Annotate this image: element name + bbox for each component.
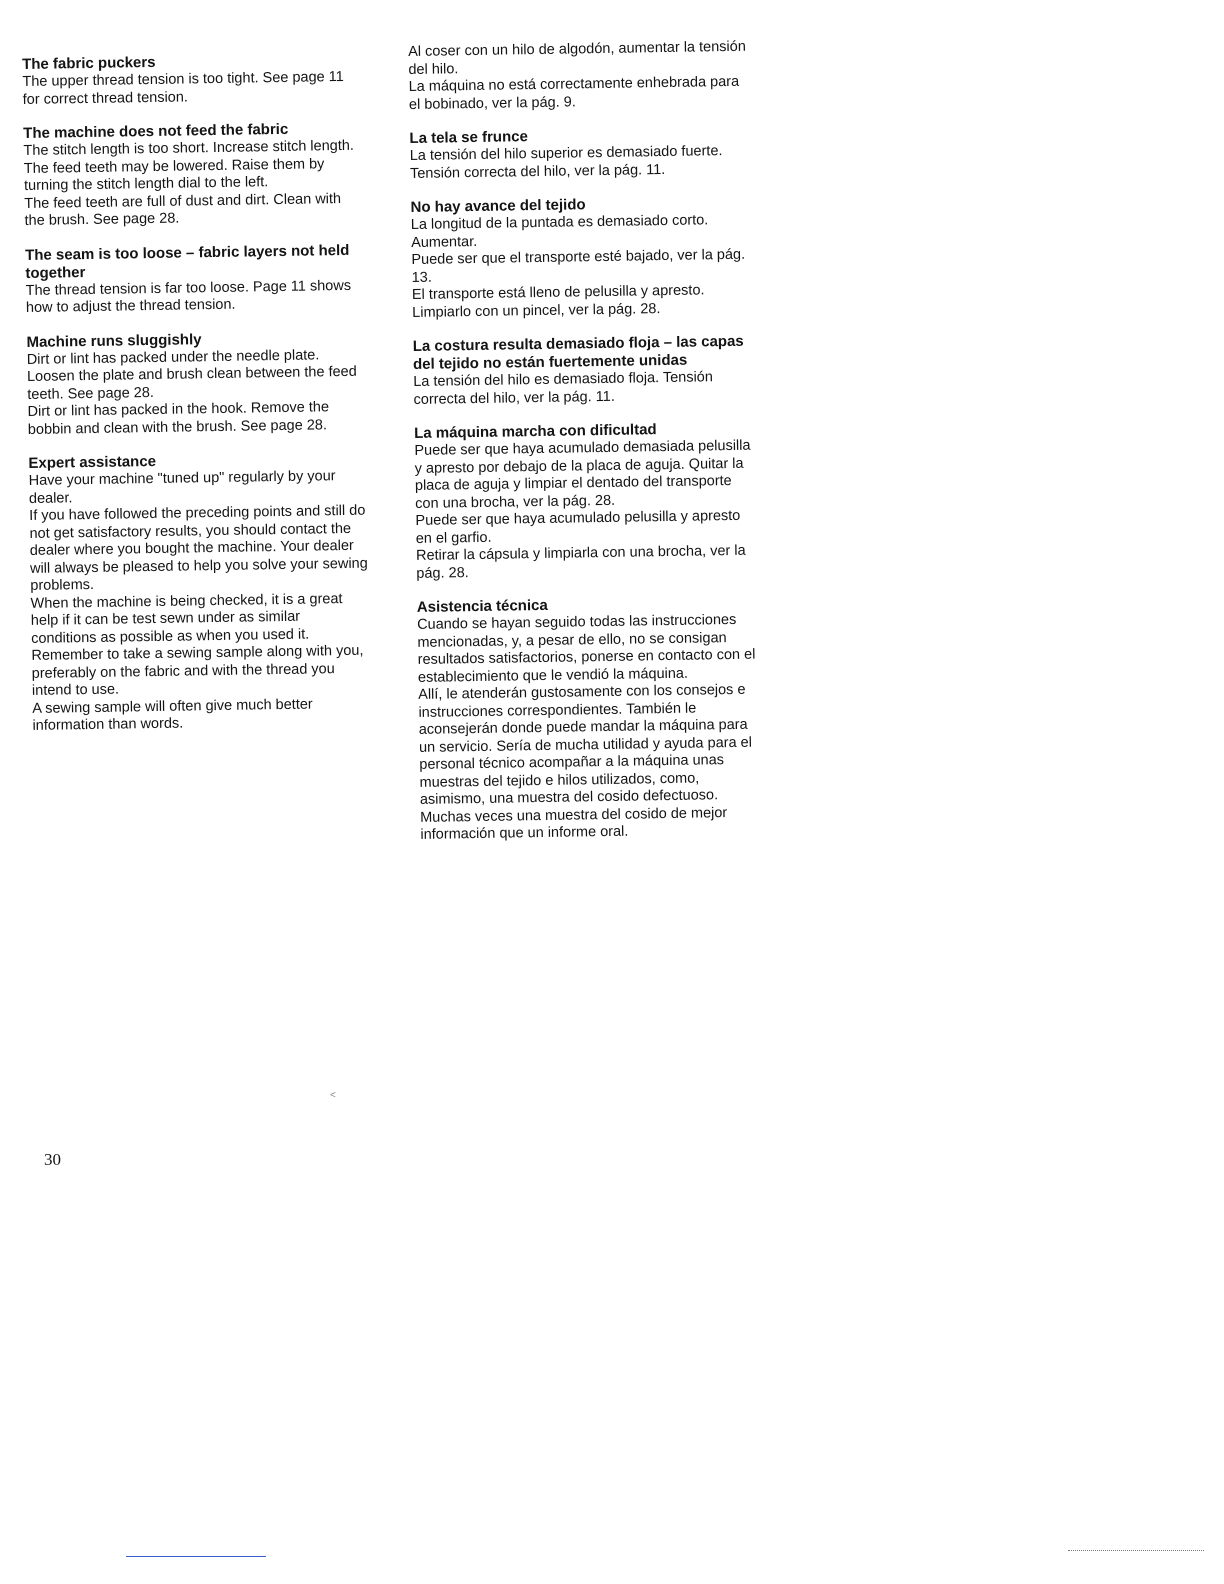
section-text: Have your machine "tuned up" regularly by your dealer. [28,468,336,507]
bottom-right-rule [1068,1550,1204,1551]
left-column [22,51,371,752]
section-text: Retirar la cápsula y limpiarla con una brocha, ver la pág. 28. [415,542,746,582]
section-title: No hay avance del tejido [410,196,586,216]
section-title: Machine runs sluggishly [26,330,202,351]
section-text: Limpiarlo con un pincel, ver la pág. 28. [412,300,661,321]
section-text: Muchas veces una muestra del cosido de mejor información que un informe oral. [420,804,728,843]
section-text: La máquina no está correctamente enhebrada para el bobinado, ver la pág. 9. [408,73,740,113]
section-text: La tensión del hilo superior es demasiado fuerte. Tensión correcta del hilo, ver la pág. 11. [409,143,723,182]
section-text: The thread tension is far too loose. Page 11 shows how to adjust the thread tension. [25,277,352,316]
section-title: La costura resulta demasiado floja – las capas del tejido no están fuertemente unidas [412,332,744,373]
section-text: Puede ser que haya acumulado demasiada pelusilla y apresto por debajo de la placa de aguja. Quitar la placa de aguja y limpiar el dentado del transporte con una brocha, ver la pág. 28. [414,437,751,512]
section-tela-frunce [409,125,750,183]
section-expert-assistance [28,450,370,736]
section-title: The seam is too loose – fabric layers not held together [24,241,350,282]
section-text: A sewing sample will often give much better information than words. [32,696,313,734]
section-title: Expert assistance [28,452,157,472]
section-title: Asistencia técnica [416,596,548,616]
section-costura-floja [413,333,754,409]
section-text: Al coser con un hilo de algodón, aumentar la tensión del hilo. [408,38,746,78]
page-number: 30 [44,1150,61,1169]
section-text: La longitud de la puntada es demasiado corto. Aumentar. [410,212,709,251]
section-title: The fabric puckers [22,53,156,73]
section-text: Cuando se hayan seguido todas las instrucciones mencionadas, y, a pesar de ello, no se consigan resultados satisfactorios, ponerse en contacto con el establecimiento que le vendió la máquina. [417,611,756,686]
section-text: Dirt or lint has packed under the needle plate. Loosen the plate and brush clean between the feed teeth. See page 28. [26,346,357,403]
section-sluggish [26,328,366,439]
section-text: Dirt or lint has packed in the hook. Remove the bobbin and clean with the brush. See page 28. [27,399,330,438]
stray-mark: < [330,1090,336,1101]
bottom-rule [126,1556,266,1557]
section-fabric-puckers [22,51,361,109]
section-title: The machine does not feed the fabric [23,120,289,142]
section-text: Puede ser que el transporte esté bajado, ver la pág. 13. [411,246,746,286]
section-text: If you have followed the preceding points and still do not get satisfactory results, you should contact the dealer where you bought the machine. Your dealer will always be pleased to help you solve your sewing problems. [29,502,368,594]
section-text: El transporte está lleno de pelusilla y apresto. [411,282,705,303]
right-column [408,39,761,861]
section-no-avance [410,194,752,322]
section-text: Allí, le atenderán gustosamente con los consejos e instrucciones correspondientes. También le aconsejerán donde puede mandar la máquina para un servicio. Sería de mucha utilidad y ayuda para el personal técnico acompañar a la máquina unas muestras del tejido e hilos utilizados, como, asimismo, una muestra del cosido defectuoso. [418,681,753,808]
section-text: Puede ser que haya acumulado pelusilla y apresto en el garfio. [415,507,741,547]
section-title: La tela se frunce [409,128,528,147]
section-maquina-dificultad [414,420,756,583]
section-asistencia-tecnica [417,594,761,845]
section-text: The feed teeth are full of dust and dirt. Clean with the brush. See page 28. [24,190,342,229]
section-text: The stitch length is too short. Increase stitch length. [23,137,355,159]
section-seam-loose [25,241,364,317]
section-text: When the machine is being checked, it is a great help if it can be test sewn under as similar conditions as possible as when you used it. [30,590,343,647]
section-title: La máquina marcha con dificultad [413,421,657,442]
section-no-feed [23,120,363,231]
section-text: The upper thread tension is too tight. See page 11 for correct thread tension. [22,68,344,108]
section-text: Remember to take a sewing sample along with you, preferably on the fabric and with the thread you intend to use. [31,642,364,699]
section-intro [408,39,749,114]
section-text: La tensión del hilo es demasiado floja. Tensión correcta del hilo, ver la pág. 11. [413,369,714,408]
section-text: The feed teeth may be lowered. Raise them by turning the stitch length dial to the left. [23,155,325,194]
